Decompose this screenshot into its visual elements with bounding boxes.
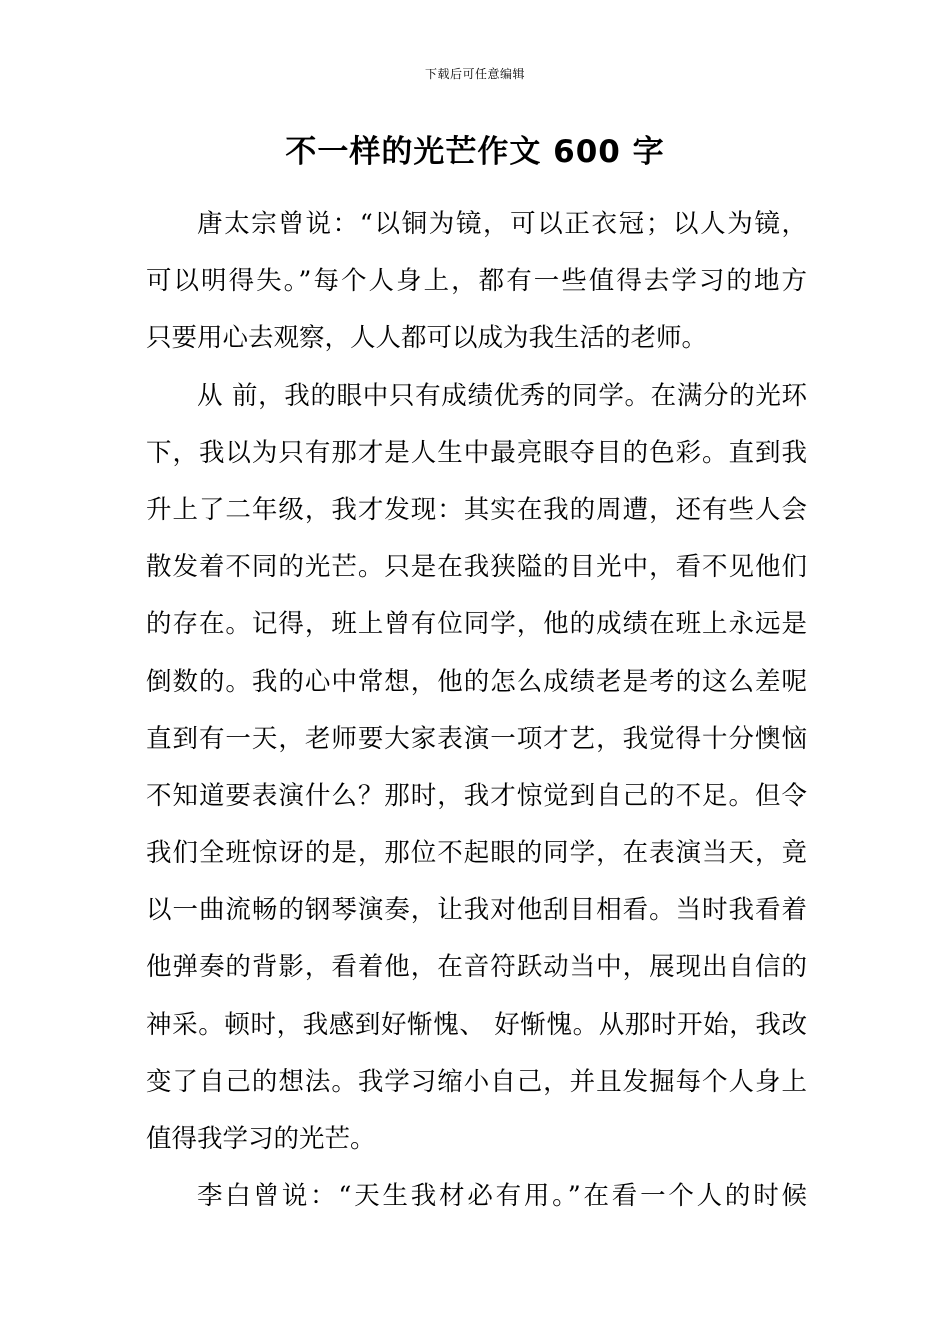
text-line: 可以明得失。”每个人身上，都有一些值得去学习的地方 xyxy=(146,266,807,297)
text-line: 李白曾说：“天生我材必有用。”在看一个人的时候 xyxy=(197,1181,807,1212)
document-title: 不一样的光芒作文 600 字 xyxy=(285,134,665,170)
text-line: 不知道要表演什么？那时，我才惊觉到自己的不足。但令 xyxy=(146,780,807,811)
text-line: 散发着不同的光芒。只是在我狭隘的目光中，看不见他们 xyxy=(146,552,807,583)
paragraph-1 xyxy=(146,196,807,368)
text-line: 倒数的。我的心中常想，他的怎么成绩老是考的这么差呢 xyxy=(146,666,807,697)
text-line: 以一曲流畅的钢琴演奏，让我对他刮目相看。当时我看着 xyxy=(146,895,807,926)
text-line: 从 前，我的眼中只有成绩优秀的同学。在满分的光环 xyxy=(197,380,807,411)
text-line: 他弹奏的背影，看着他，在音符跃动当中，展现出自信的 xyxy=(146,952,807,983)
text-line: 下，我以为只有那才是人生中最亮眼夺目的色彩。直到我 xyxy=(146,437,807,468)
text-line: 升上了二年级，我才发现：其实在我的周遭，还有些人会 xyxy=(146,494,807,525)
header-note: 下载后可任意编辑 xyxy=(424,67,525,81)
text-line: 变了自己的想法。我学习缩小自己，并且发掘每个人身上 xyxy=(146,1066,807,1097)
text-line: 的存在。记得，班上曾有位同学，他的成绩在班上永远是 xyxy=(146,609,807,640)
paragraph-2 xyxy=(146,368,807,1169)
text-line: 直到有一天，老师要大家表演一项才艺，我觉得十分懊恼 xyxy=(146,723,807,754)
text-line: 只要用心去观察，人人都可以成为我生活的老师。 xyxy=(146,323,708,354)
text-line: 值得我学习的光芒。 xyxy=(146,1124,376,1154)
text-line: 唐太宗曾说：“以铜为镜，可以正衣冠；以人为镜， xyxy=(197,209,807,239)
text-line: 我们全班惊讶的是，那位不起眼的同学，在表演当天，竟 xyxy=(146,838,807,869)
body-text xyxy=(146,196,807,1225)
text-line: 神采。顿时，我感到好惭愧、 好惭愧。从那时开始，我改 xyxy=(146,1009,807,1040)
paragraph-3 xyxy=(146,1168,807,1225)
